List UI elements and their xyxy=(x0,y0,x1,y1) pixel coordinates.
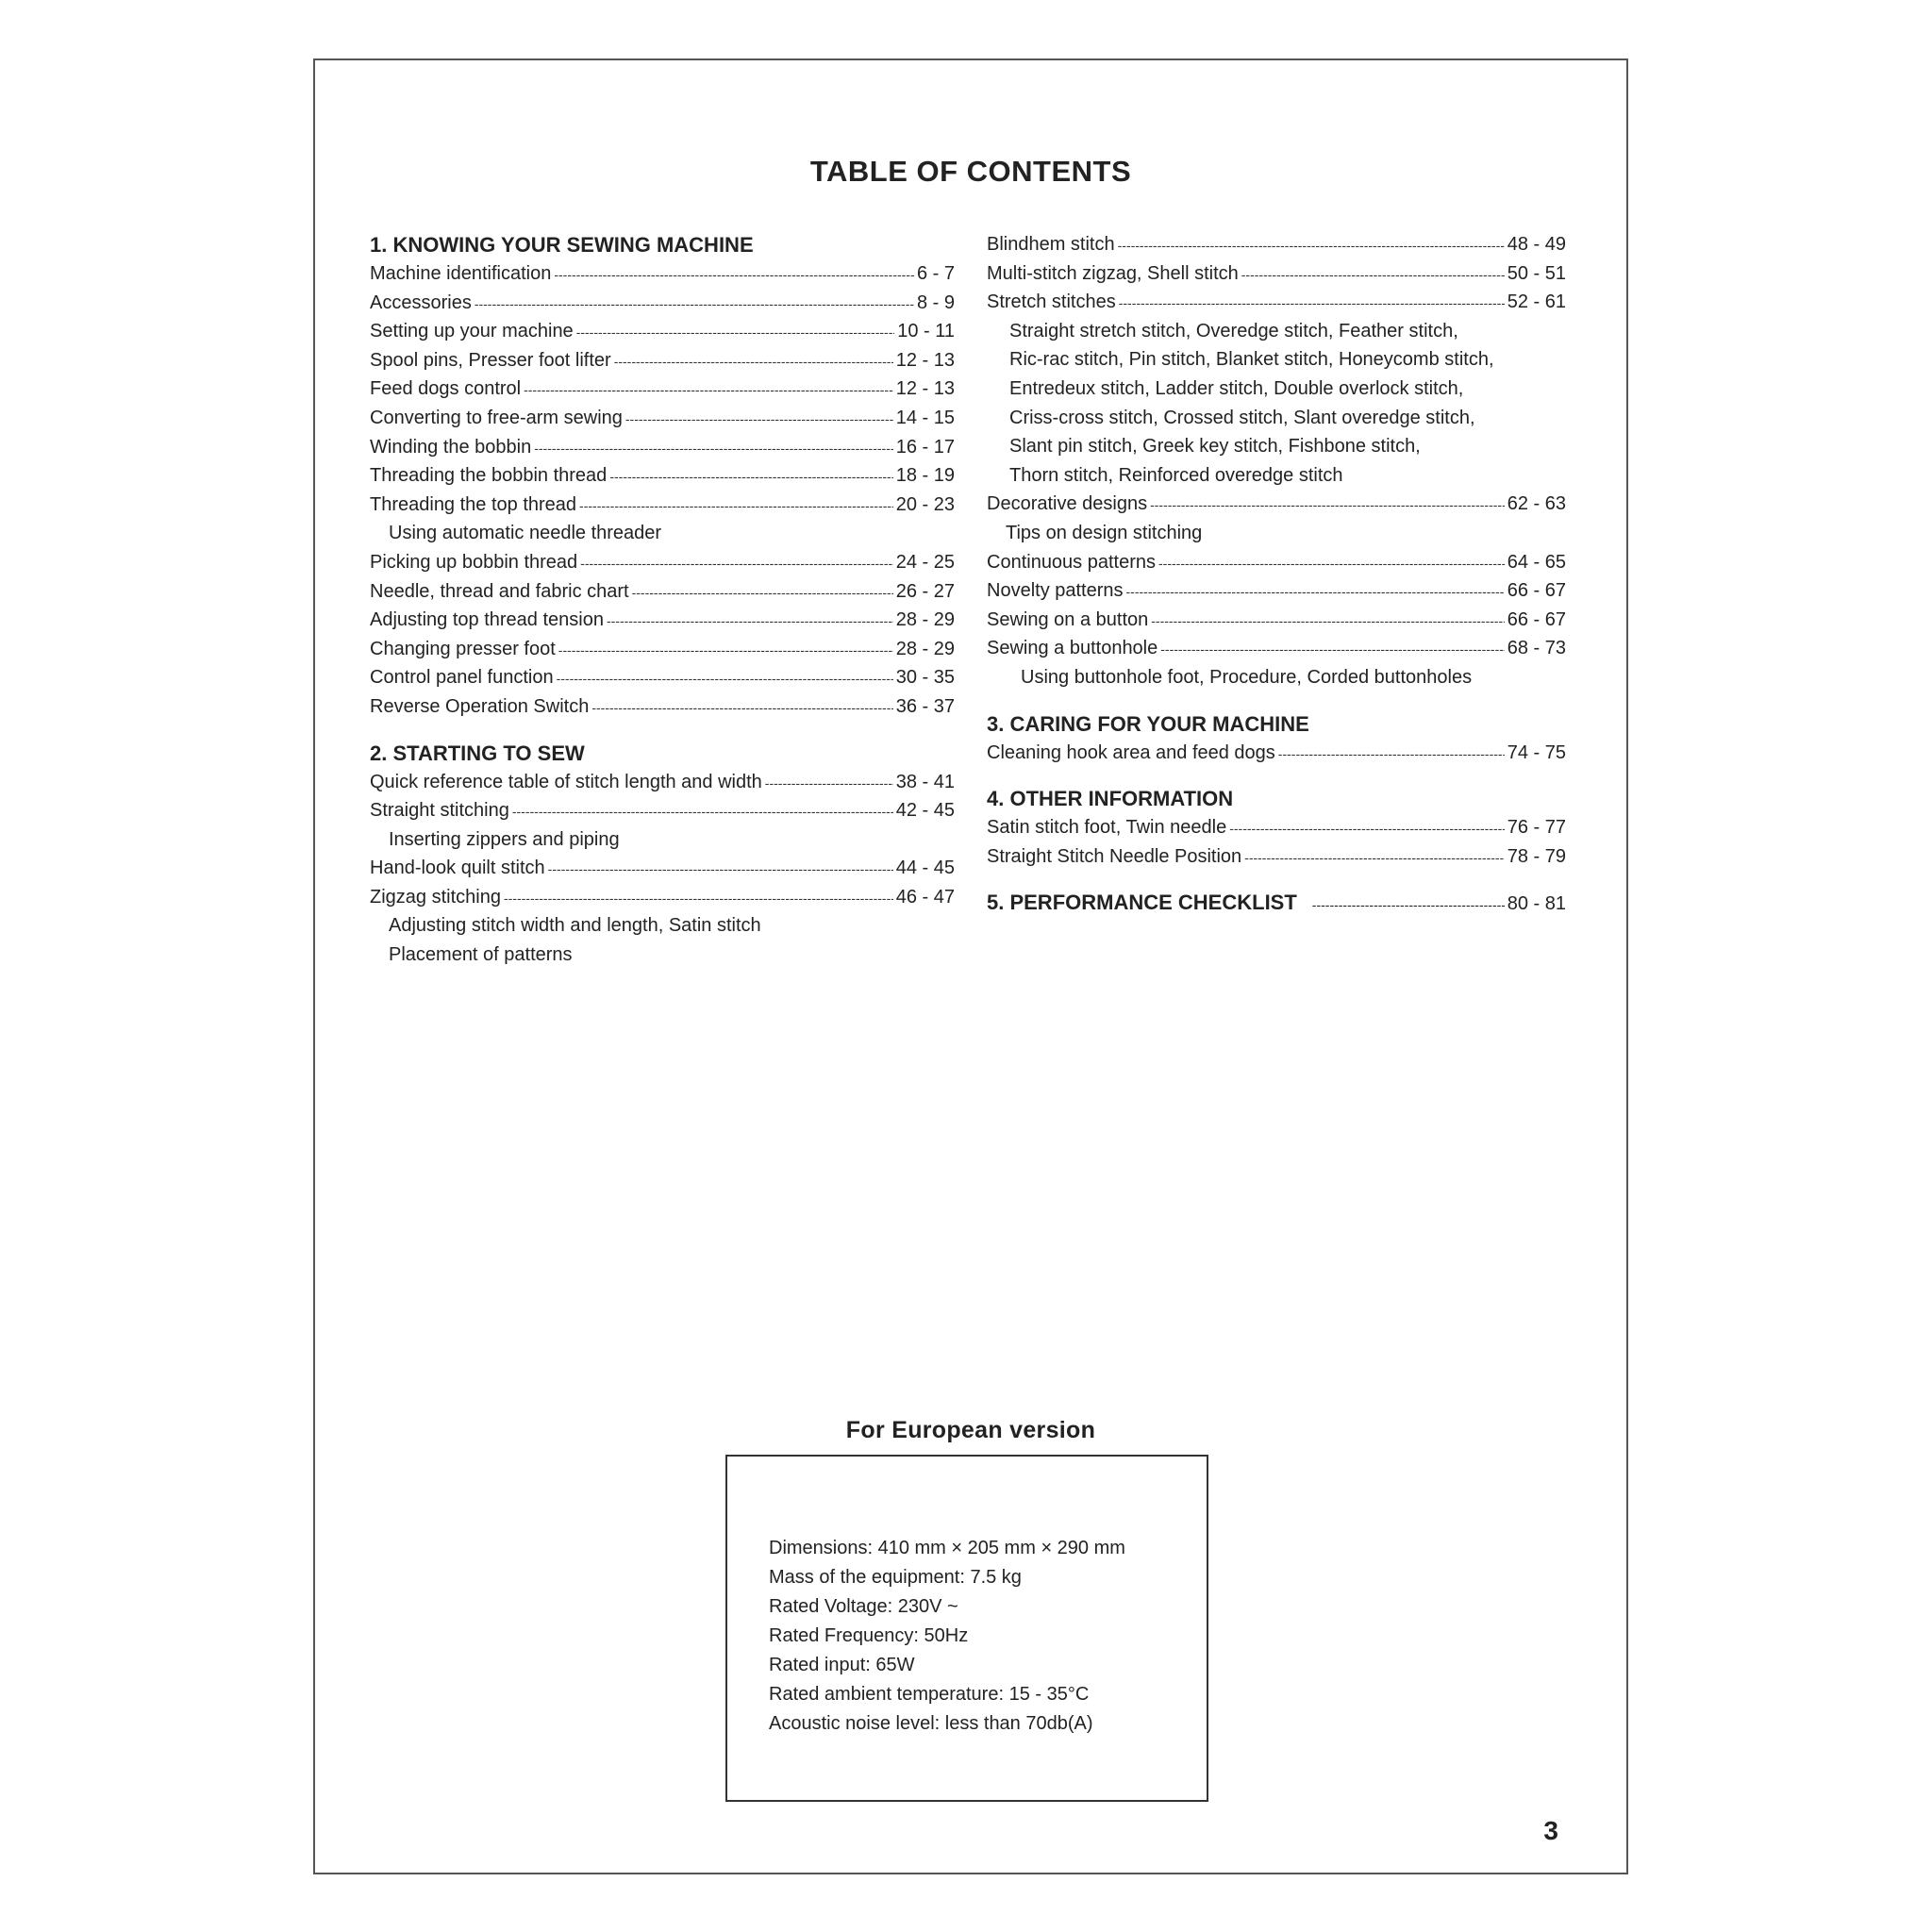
toc-sub-entry: Slant pin stitch, Greek key stitch, Fishbone stitch, xyxy=(1009,436,1421,458)
page-range: 78 - 79 xyxy=(1507,845,1566,867)
dot-leader xyxy=(1150,491,1505,520)
toc-sub-entry: Ric-rac stitch, Pin stitch, Blanket stitch, Honeycomb stitch, xyxy=(1009,349,1494,371)
section-entries xyxy=(987,230,1566,692)
page-range: 30 - 35 xyxy=(895,667,955,689)
toc-entry xyxy=(370,663,955,692)
toc-entry xyxy=(370,606,955,635)
toc-entry xyxy=(987,606,1566,635)
section-entries xyxy=(370,768,955,970)
entry-label: Hand-look quilt stitch xyxy=(370,858,545,879)
page-range: 66 - 67 xyxy=(1507,608,1566,630)
entry-label: Sewing on a button xyxy=(987,608,1149,630)
page-range: 46 - 47 xyxy=(895,886,955,908)
page-range: 12 - 13 xyxy=(895,378,955,400)
entry-label: Blindhem stitch xyxy=(987,234,1115,255)
spec-line: Rated ambient temperature: 15 - 35°C xyxy=(769,1684,1090,1705)
page-range: 26 - 27 xyxy=(895,580,955,602)
toc-section-3 xyxy=(987,709,1566,768)
european-specs-box xyxy=(725,1455,1208,1802)
dot-leader xyxy=(591,693,892,723)
dot-leader xyxy=(548,855,893,884)
toc-section-1 xyxy=(370,230,955,722)
dot-leader xyxy=(558,636,893,665)
dot-leader xyxy=(579,491,893,521)
dot-leader xyxy=(557,664,893,693)
toc-entry xyxy=(370,404,955,433)
toc-sub-entry: Using automatic needle threader xyxy=(389,523,662,544)
entry-label: Setting up your machine xyxy=(370,321,574,342)
page-range: 18 - 19 xyxy=(895,465,955,487)
entry-label: Machine identification xyxy=(370,263,552,284)
entry-label: Straight Stitch Needle Position xyxy=(987,845,1242,867)
toc-entry xyxy=(370,491,955,520)
toc-entry xyxy=(370,433,955,462)
dot-leader xyxy=(1278,740,1505,769)
dot-leader xyxy=(1119,289,1505,318)
dot-leader xyxy=(1151,607,1504,636)
toc-entry xyxy=(370,548,955,577)
page-range: 76 - 77 xyxy=(1507,817,1566,839)
entry-label: Spool pins, Presser foot lifter xyxy=(370,349,611,371)
section-heading: 5. PERFORMANCE CHECKLIST xyxy=(987,891,1297,915)
toc-sub-entry: Criss-cross stitch, Crossed stitch, Slant overedge stitch, xyxy=(1009,407,1475,428)
entry-label: Feed dogs control xyxy=(370,378,522,400)
toc-entry xyxy=(370,768,955,797)
entry-label: Stretch stitches xyxy=(987,291,1116,313)
page-range: 62 - 63 xyxy=(1507,493,1566,515)
entry-label: Continuous patterns xyxy=(987,551,1157,573)
spec-line: Rated Frequency: 50Hz xyxy=(769,1625,969,1646)
page-range: 74 - 75 xyxy=(1507,741,1566,763)
page-range: 42 - 45 xyxy=(895,800,955,822)
toc-entry xyxy=(987,813,1566,842)
page-range: 20 - 23 xyxy=(895,493,955,515)
page-range: 36 - 37 xyxy=(895,695,955,717)
dot-leader xyxy=(1126,577,1505,607)
entry-label: Control panel function xyxy=(370,667,554,689)
section-heading: 4. OTHER INFORMATION xyxy=(987,787,1234,811)
entry-label: Threading the bobbin thread xyxy=(370,465,608,487)
dot-leader xyxy=(607,607,893,636)
page-range: 6 - 7 xyxy=(916,263,955,284)
dot-leader xyxy=(614,347,893,376)
spec-list xyxy=(769,1534,1207,1739)
spec-line: Acoustic noise level: less than 70db(A) xyxy=(769,1713,1093,1734)
dot-leader xyxy=(554,260,914,290)
toc-left-column xyxy=(370,230,955,987)
european-version-title: For European version xyxy=(845,1417,1096,1443)
toc-entry xyxy=(987,288,1566,317)
spec-line: Rated input: 65W xyxy=(769,1655,915,1675)
dot-leader xyxy=(1244,843,1505,873)
toc-entry xyxy=(987,490,1566,519)
toc-sub-entry: Placement of patterns xyxy=(389,944,573,966)
entry-label: Decorative designs xyxy=(987,493,1148,515)
dot-leader xyxy=(1118,231,1505,260)
toc-sub-entry: Straight stretch stitch, Overedge stitch, Feather stitch, xyxy=(1009,320,1458,341)
toc-entry xyxy=(370,259,955,289)
entry-label: Sewing a buttonhole xyxy=(987,638,1158,659)
entry-label: Converting to free-arm sewing xyxy=(370,407,623,428)
entry-label: Quick reference table of stitch length and width xyxy=(370,771,762,792)
dot-leader xyxy=(512,797,893,826)
entry-label: Threading the top thread xyxy=(370,493,577,515)
toc-entry xyxy=(987,548,1566,577)
entry-label: Cleaning hook area and feed dogs xyxy=(987,741,1275,763)
page-range: 66 - 67 xyxy=(1507,580,1566,602)
toc-entry xyxy=(370,289,955,318)
toc-entry xyxy=(370,375,955,404)
toc-sub-entry: Thorn stitch, Reinforced overedge stitch xyxy=(1009,464,1343,486)
dot-leader xyxy=(625,405,893,434)
entry-label: Zigzag stitching xyxy=(370,886,501,908)
entry-label: Straight stitching xyxy=(370,800,509,822)
dot-leader xyxy=(765,769,893,798)
entry-label: Satin stitch foot, Twin needle xyxy=(987,817,1227,839)
page-range: 10 - 11 xyxy=(897,321,955,342)
page-range: 64 - 65 xyxy=(1507,551,1566,573)
toc-section-4 xyxy=(987,784,1566,871)
page-range: 48 - 49 xyxy=(1507,234,1566,255)
dot-leader xyxy=(534,434,893,463)
page-range: 38 - 41 xyxy=(895,771,955,792)
toc-entry xyxy=(370,317,955,346)
spec-line: Dimensions: 410 mm × 205 mm × 290 mm xyxy=(769,1538,1125,1558)
dot-leader xyxy=(580,549,893,578)
dot-leader xyxy=(632,578,893,608)
toc-entry xyxy=(370,883,955,912)
toc-entry xyxy=(370,854,955,883)
section-heading: 2. STARTING TO SEW xyxy=(370,741,585,765)
spec-line: Mass of the equipment: 7.5 kg xyxy=(769,1567,1022,1588)
toc-section-2 xyxy=(370,739,955,970)
dot-leader xyxy=(1160,635,1504,664)
dot-leader xyxy=(524,375,893,405)
manual-page xyxy=(313,58,1628,1874)
toc-entry xyxy=(370,635,955,664)
section-entries xyxy=(987,813,1566,871)
section-heading: 1. KNOWING YOUR SEWING MACHINE xyxy=(370,233,754,257)
entry-label: Novelty patterns xyxy=(987,580,1124,602)
spec-line: Rated Voltage: 230V ~ xyxy=(769,1596,958,1617)
entry-label: Changing presser foot xyxy=(370,638,556,659)
toc-sub-entry: Entredeux stitch, Ladder stitch, Double overlock stitch, xyxy=(1009,377,1464,399)
toc-section-5 xyxy=(987,888,1566,917)
dot-leader xyxy=(576,318,895,347)
entry-label: Adjusting top thread tension xyxy=(370,609,604,631)
toc-entry xyxy=(370,577,955,607)
section-entries xyxy=(987,739,1566,768)
dot-leader xyxy=(475,290,914,319)
toc-entry xyxy=(987,576,1566,606)
toc-entry xyxy=(987,634,1566,663)
entry-label: Multi-stitch zigzag, Shell stitch xyxy=(987,262,1239,284)
dot-leader xyxy=(1229,814,1505,843)
entry-label: Needle, thread and fabric chart xyxy=(370,580,629,602)
entry-label: Winding the bobbin xyxy=(370,436,532,458)
toc-entry xyxy=(987,259,1566,289)
toc-section-2-continued xyxy=(987,230,1566,692)
page-number: 3 xyxy=(1543,1816,1558,1845)
toc-entry xyxy=(370,461,955,491)
entry-label: Reverse Operation Switch xyxy=(370,695,590,717)
toc-entry xyxy=(987,230,1566,259)
entry-label: Accessories xyxy=(370,291,472,313)
toc-sub-entry: Tips on design stitching xyxy=(1006,522,1203,543)
page-range: 28 - 29 xyxy=(895,638,955,659)
page-range: 68 - 73 xyxy=(1507,638,1566,659)
page-range: 16 - 17 xyxy=(895,436,955,458)
page-range: 8 - 9 xyxy=(916,291,955,313)
page-range: 14 - 15 xyxy=(895,407,955,428)
section-heading: 3. CARING FOR YOUR MACHINE xyxy=(987,711,1309,736)
section-entries xyxy=(370,259,955,722)
page-range: 50 - 51 xyxy=(1507,262,1566,284)
toc-right-column xyxy=(987,230,1566,917)
dot-leader xyxy=(609,462,892,491)
toc-entry xyxy=(370,692,955,722)
dot-leader xyxy=(1312,891,1505,920)
page-range: 12 - 13 xyxy=(895,349,955,371)
page-range: 24 - 25 xyxy=(895,551,955,573)
toc-sub-entry: Using buttonhole foot, Procedure, Corded buttonholes xyxy=(1021,666,1473,688)
dot-leader xyxy=(1158,549,1505,578)
page-title: TABLE OF CONTENTS xyxy=(809,155,1132,188)
toc-entry xyxy=(370,346,955,375)
toc-sub-entry: Inserting zippers and piping xyxy=(389,828,620,850)
page-range: 80 - 81 xyxy=(1507,893,1566,915)
toc-entry xyxy=(987,739,1566,768)
page-range: 44 - 45 xyxy=(895,858,955,879)
toc-entry xyxy=(987,842,1566,872)
entry-label: Picking up bobbin thread xyxy=(370,551,578,573)
toc-entry xyxy=(370,796,955,825)
dot-leader xyxy=(504,884,893,913)
toc-sub-entry: Adjusting stitch width and length, Satin stitch xyxy=(389,915,761,937)
dot-leader xyxy=(1241,260,1505,290)
page-range: 28 - 29 xyxy=(895,609,955,631)
page-range: 52 - 61 xyxy=(1507,291,1566,313)
